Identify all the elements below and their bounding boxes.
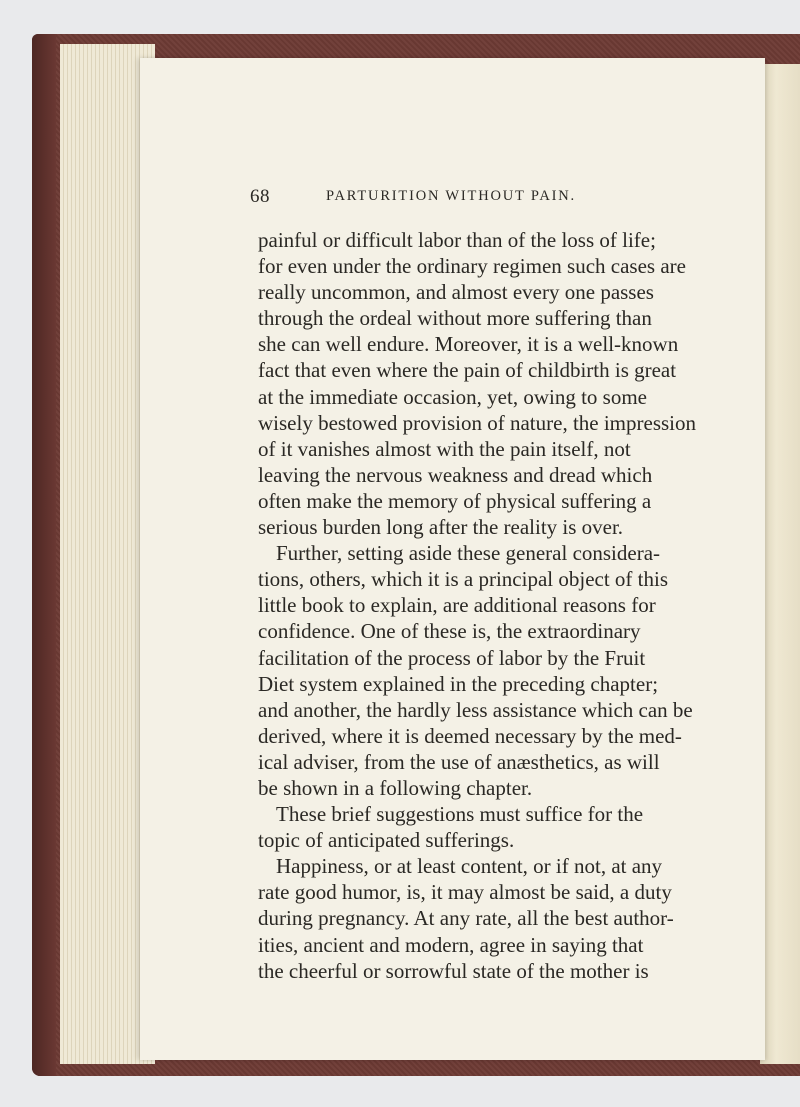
running-head: PARTURITION WITHOUT PAIN. [326,188,576,204]
page-stack-right [760,64,800,1064]
text-line: Further, setting aside these general considera- [276,541,661,566]
page-number: 68 [250,186,270,207]
text-line: These brief suggestions must suffice for the [276,802,644,827]
text-line: through the ordeal without more suffering than [258,306,652,331]
text-line: ical adviser, from the use of anæsthetics, as will [258,749,660,774]
text-line: be shown in a following chapter. [258,775,533,800]
text-line: Happiness, or at least content, or if not, at any [276,854,663,879]
text-line: confidence. One of these is, the extraordinary [258,619,641,644]
text-line: facilitation of the process of labor by the Fruit [258,645,646,670]
body-text [258,227,697,984]
text-line: topic of anticipated sufferings. [258,828,515,853]
text-line: derived, where it is deemed necessary by the med- [258,723,682,748]
text-line: of it vanishes almost with the pain itself, not [258,436,631,461]
text-line: often make the memory of physical suffering a [258,488,652,513]
text-line: rate good humor, is, it may almost be said, a duty [258,880,672,905]
text-line: really uncommon, and almost every one passes [258,280,654,305]
text-line: painful or difficult labor than of the loss of life; [258,228,656,252]
page-header [250,186,626,214]
text-line: at the immediate occasion, yet, owing to some [258,384,647,409]
text-line: tions, others, which it is a principal object of this [258,567,669,592]
text-line: wisely bestowed provision of nature, the impression [258,410,697,435]
text-line: she can well endure. Moreover, it is a well-known [258,332,679,357]
text-line: little book to explain, are additional reasons for [258,593,656,618]
text-line: during pregnancy. At any rate, all the best author- [258,906,674,931]
book-spine-edge [32,34,56,1076]
text-line: the cheerful or sorrowful state of the mother is [258,958,649,983]
text-line: leaving the nervous weakness and dread which [258,462,653,487]
text-line: and another, the hardly less assistance which can be [258,697,693,722]
text-line: serious burden long after the reality is over. [258,515,624,540]
text-line: for even under the ordinary regimen such cases are [258,254,686,279]
text-line: Diet system explained in the preceding chapter; [258,671,659,696]
text-line: ities, ancient and modern, agree in saying that [258,932,644,957]
text-line: fact that even where the pain of childbirth is great [258,358,677,383]
